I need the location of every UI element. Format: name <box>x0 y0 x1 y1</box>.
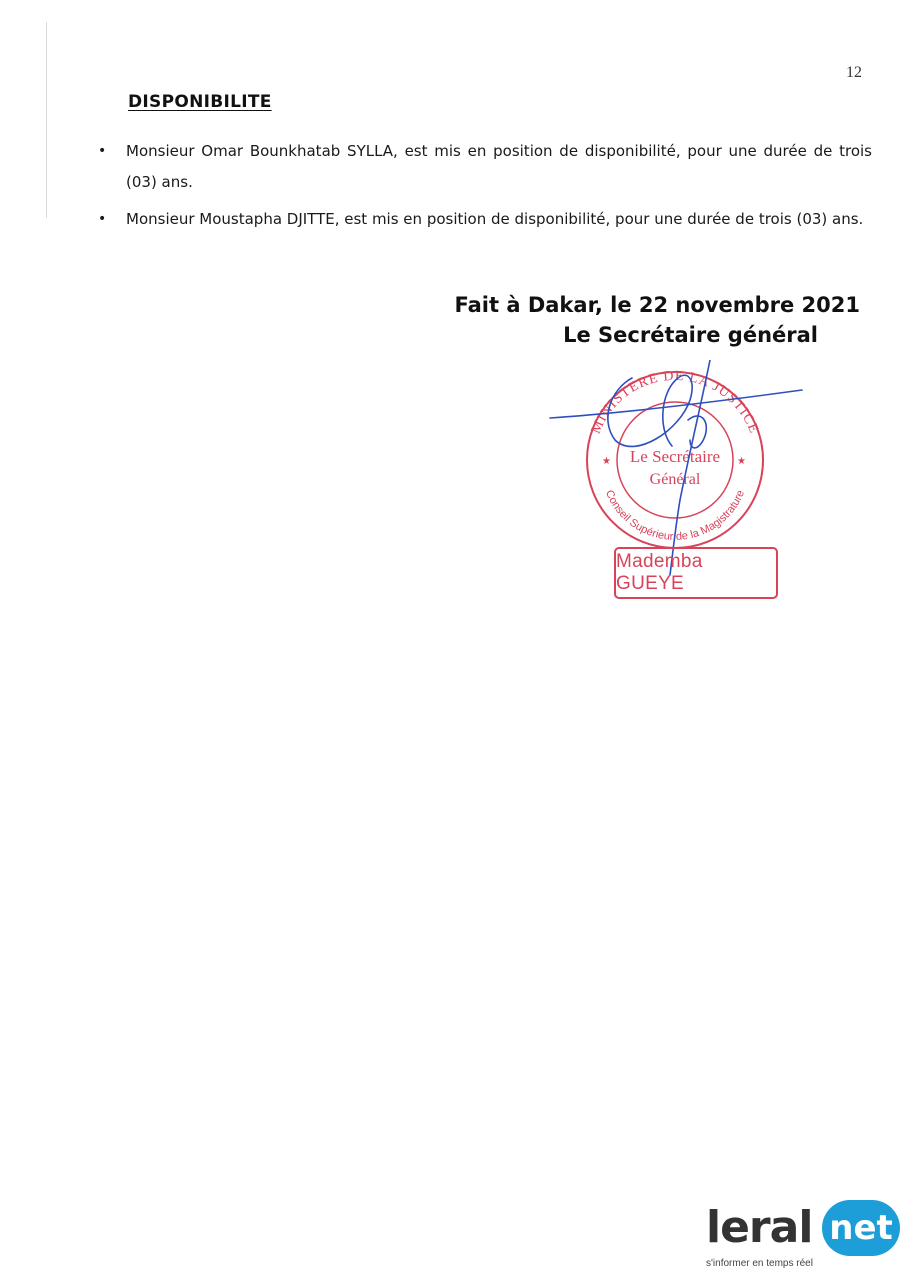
signoff-block <box>420 290 860 350</box>
logo-badge: net <box>822 1200 900 1256</box>
stamp-center-line2: Général <box>649 471 701 488</box>
signatory-title: Le Secrétaire général <box>563 323 818 347</box>
stamp-ring-text-top: MINISTERE DE LA JUSTICE <box>588 368 762 437</box>
section-title: DISPONIBILITE <box>128 92 272 112</box>
stamp-star-icon: ★ <box>602 456 611 467</box>
bullet-icon: • <box>98 211 107 227</box>
signatory-name-stamp: Mademba GUEYE <box>614 547 778 599</box>
disponibilite-list <box>96 136 872 235</box>
bullet-icon: • <box>98 143 107 159</box>
leralnet-logo <box>700 1198 904 1279</box>
margin-line <box>46 22 47 218</box>
logo-word: leral <box>706 1202 813 1253</box>
logo-tagline: s'informer en temps réel <box>706 1258 813 1269</box>
list-item <box>96 204 872 235</box>
page-number: 12 <box>846 64 862 81</box>
list-item-text: Monsieur Moustapha DJITTE, est mis en position de disponibilité, pour une durée de trois (03) ans. <box>126 210 864 228</box>
stamp-star-icon: ★ <box>737 456 746 467</box>
list-item <box>96 136 872 198</box>
place-date: Fait à Dakar, le 22 novembre 2021 <box>454 293 860 317</box>
stamp-center-line1: Le Secrétaire <box>629 447 721 466</box>
list-item-text: Monsieur Omar Bounkhatab SYLLA, est mis en position de disponibilité, pour une durée de trois (03) ans. <box>126 142 872 191</box>
stamp-ring-text-bottom: Conseil Supérieur de la Magistrature <box>602 488 748 543</box>
